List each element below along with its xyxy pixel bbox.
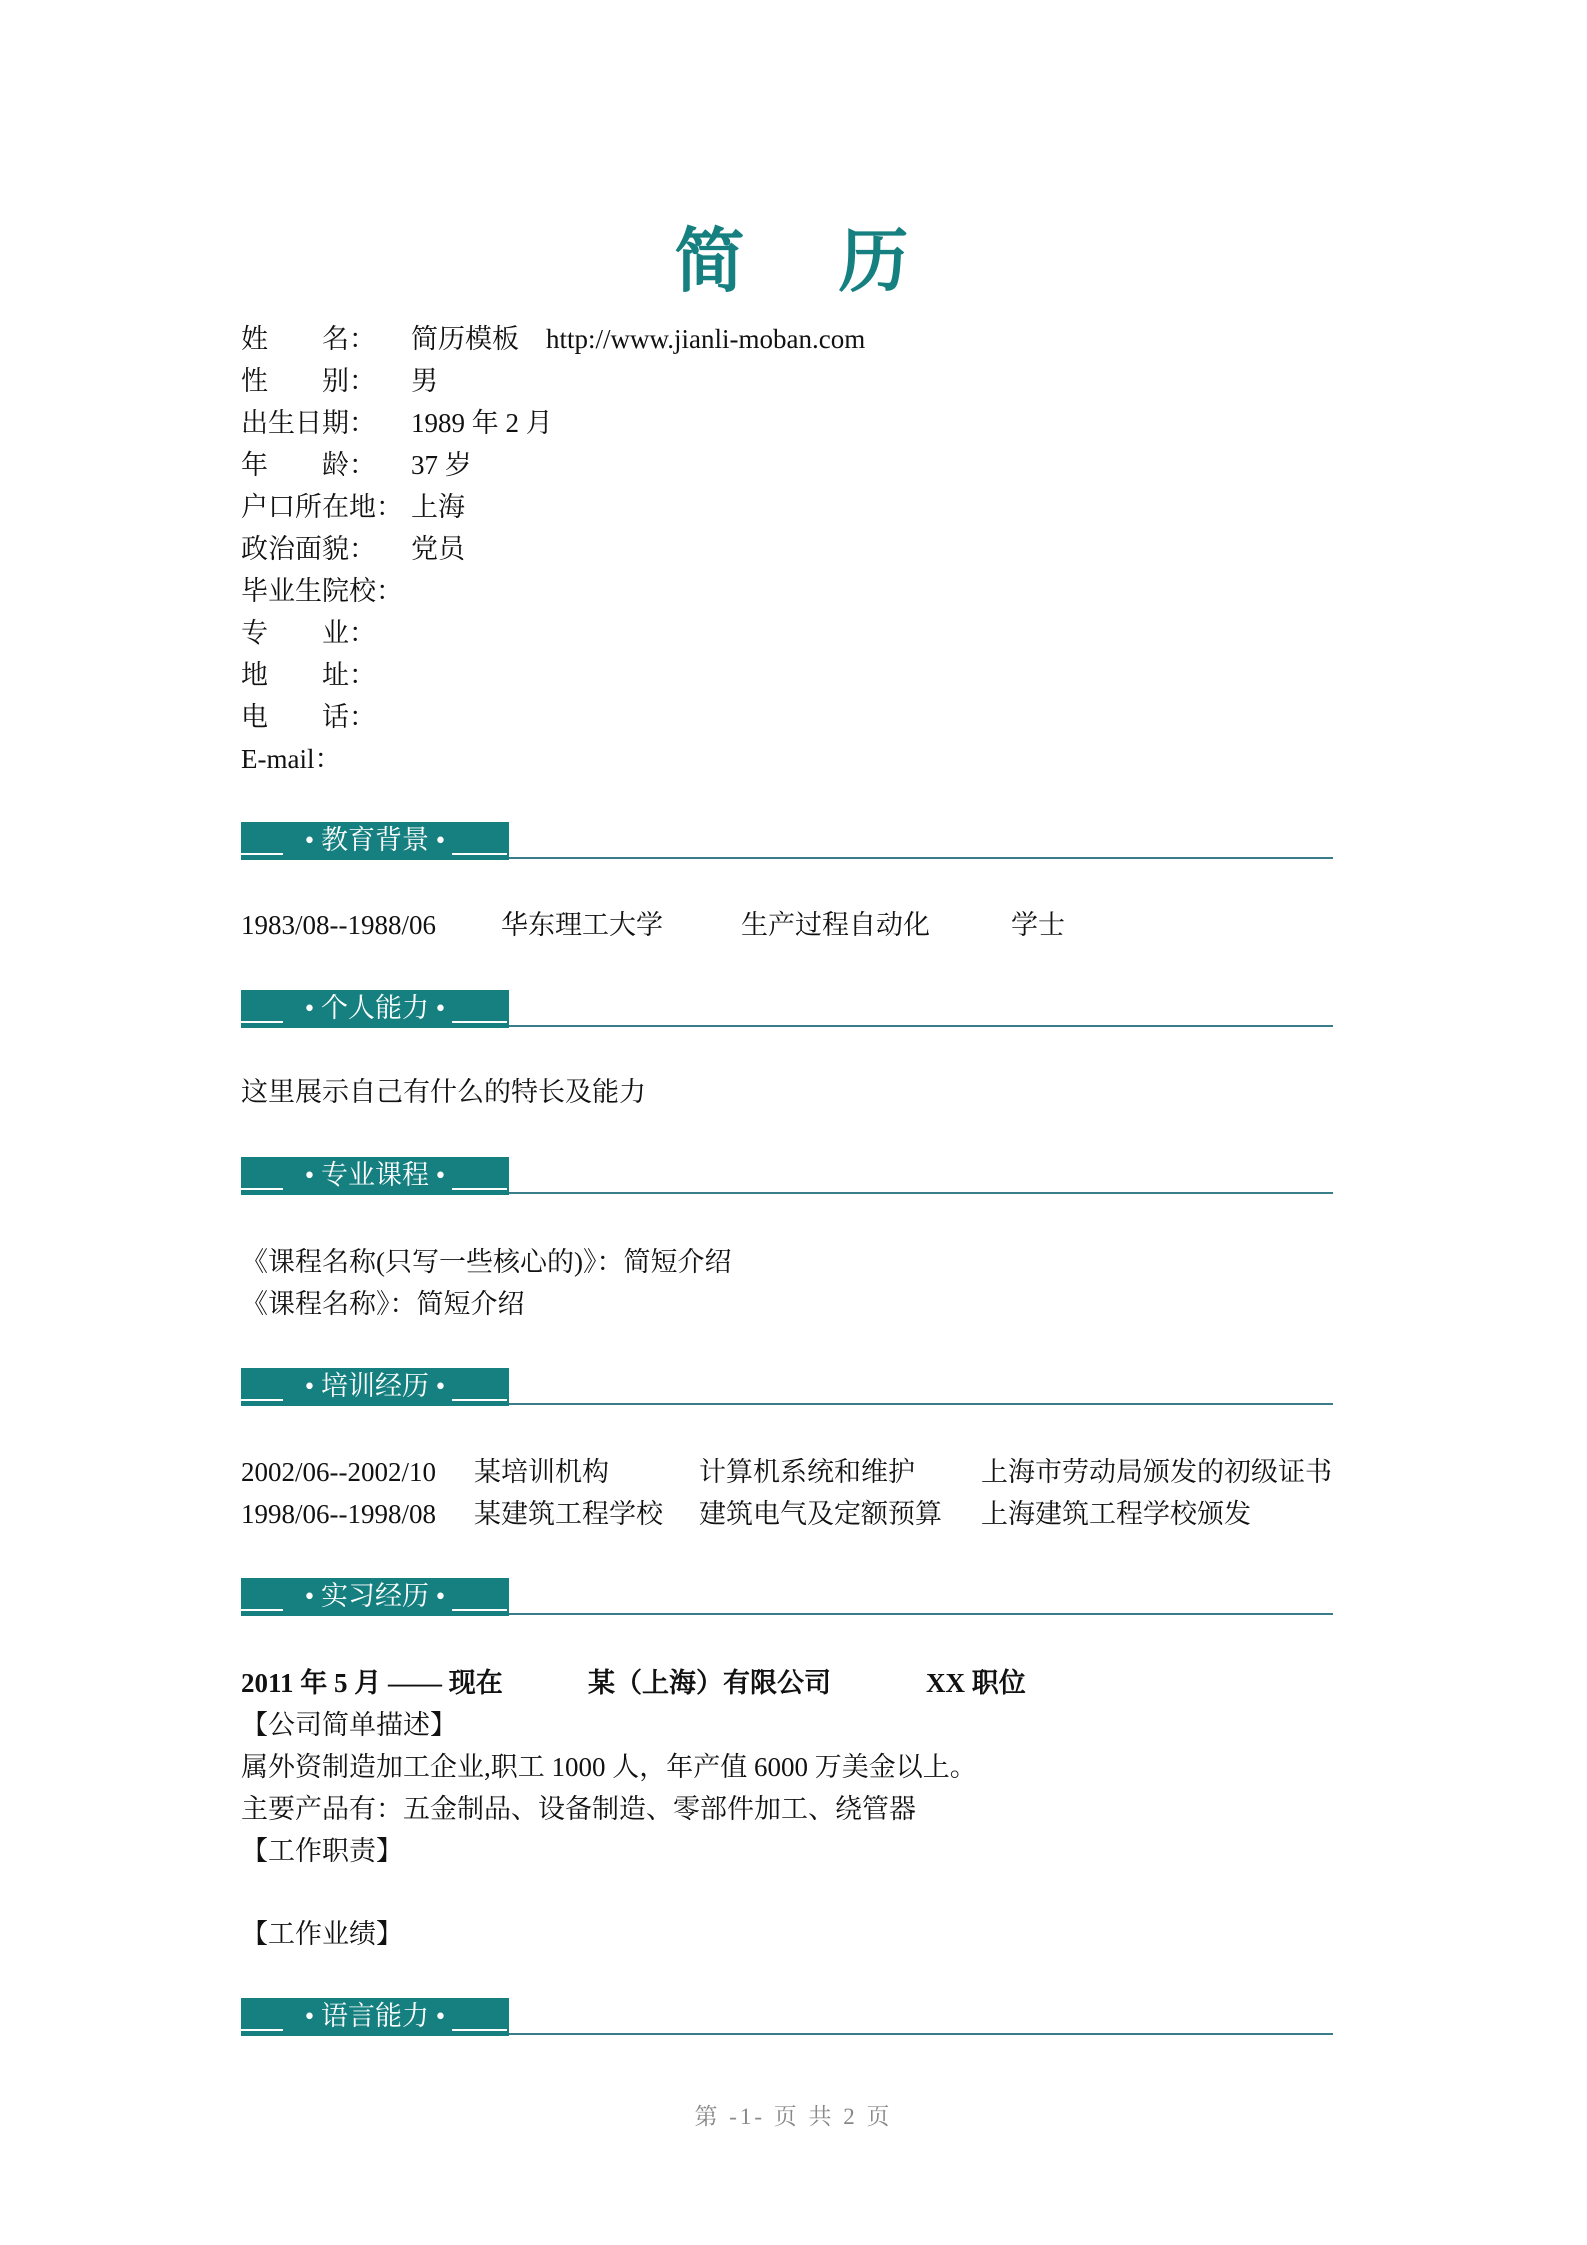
training-course: 建筑电气及定额预算 [699, 1499, 942, 1529]
section-header-languages [241, 1998, 1341, 2038]
training-course: 计算机系统和维护 [699, 1457, 915, 1487]
title-char: 简 [674, 224, 749, 301]
section-rule [509, 1403, 1333, 1405]
section-header-training [241, 1368, 1341, 1408]
personal-info [241, 318, 865, 780]
training-org: 某培训机构 [474, 1457, 609, 1487]
info-row-school [241, 570, 865, 612]
achievements-heading: 【工作业绩】 [241, 1919, 403, 1949]
info-row-gender [241, 360, 865, 402]
info-row-age [241, 444, 865, 486]
info-label: 政治面貌： [241, 534, 376, 564]
course-item: 《课程名称》：简短介绍 [241, 1289, 525, 1319]
info-label: 毕业生院校： [241, 576, 403, 606]
info-value: 上海 [411, 492, 465, 522]
section-title: • 教育背景 • [304, 825, 446, 855]
education-degree: 学士 [1011, 910, 1065, 940]
education-row [241, 904, 1065, 946]
internship-position: XX 职位 [926, 1668, 1026, 1698]
training-cert: 上海市劳动局颁发的初级证书 [981, 1457, 1332, 1487]
section-header-internship [241, 1578, 1341, 1618]
info-row-hukou [241, 486, 865, 528]
info-value: 37 岁 [411, 450, 472, 480]
section-rule [509, 857, 1333, 859]
section-label-box [241, 1157, 509, 1195]
education-major: 生产过程自动化 [741, 910, 930, 940]
info-row-major [241, 612, 865, 654]
info-label: 户口所在地： [241, 492, 403, 522]
section-title: • 语言能力 • [304, 2001, 446, 2031]
internship-company: 某（上海）有限公司 [588, 1668, 831, 1698]
section-rule [509, 1613, 1333, 1615]
course-item: 《课程名称(只写一些核心的)》：简短介绍 [241, 1247, 732, 1277]
training-period: 1998/06--1998/08 [241, 1499, 436, 1529]
info-label: 地 址： [241, 660, 376, 690]
info-row-address [241, 654, 865, 696]
info-row-email [241, 738, 865, 780]
section-label-box [241, 1998, 509, 2036]
section-rule [509, 2033, 1333, 2035]
section-header-abilities [241, 990, 1341, 1030]
info-label: 年 龄： [241, 450, 376, 480]
section-label-box [241, 1578, 509, 1616]
section-rule [509, 1192, 1333, 1194]
info-value: 党员 [411, 534, 465, 564]
info-value: 简历模板 http://www.jianli-moban.com [411, 324, 866, 354]
internship-heading [241, 1662, 1026, 1704]
training-row [241, 1493, 1251, 1535]
page-number: 第 -1- 页 共 2 页 [694, 2104, 893, 2129]
section-header-education [241, 822, 1341, 862]
section-rule [509, 1025, 1333, 1027]
training-period: 2002/06--2002/10 [241, 1457, 436, 1487]
info-row-politics [241, 528, 865, 570]
title-char: 历 [838, 224, 913, 301]
section-header-courses [241, 1157, 1341, 1197]
section-label-box [241, 1368, 509, 1406]
company-desc-line: 属外资制造加工企业,职工 1000 人，年产值 6000 万美金以上。 [241, 1752, 977, 1782]
education-school: 华东理工大学 [501, 910, 663, 940]
info-label: 电 话： [241, 702, 376, 732]
info-label: 姓 名： [241, 324, 376, 354]
section-title: • 个人能力 • [304, 993, 446, 1023]
internship-period: 2011 年 5 月 —— 现在 [241, 1668, 503, 1698]
training-cert: 上海建筑工程学校颁发 [981, 1499, 1251, 1529]
info-label: E-mail： [241, 744, 342, 774]
section-title: • 专业课程 • [304, 1160, 446, 1190]
info-row-birth [241, 402, 865, 444]
training-org: 某建筑工程学校 [474, 1499, 663, 1529]
section-title: • 培训经历 • [304, 1371, 446, 1401]
info-row-phone [241, 696, 865, 738]
company-desc-line: 主要产品有：五金制品、设备制造、零部件加工、绕管器 [241, 1794, 916, 1824]
resume-title [0, 205, 1587, 306]
duties-heading: 【工作职责】 [241, 1836, 403, 1866]
section-label-box [241, 990, 509, 1028]
company-desc-heading: 【公司简单描述】 [241, 1710, 457, 1740]
abilities-text: 这里展示自己有什么的特长及能力 [241, 1077, 646, 1107]
info-value: 1989 年 2 月 [411, 408, 553, 438]
training-row [241, 1451, 1332, 1493]
section-label-box [241, 822, 509, 860]
info-value: 男 [411, 366, 438, 396]
section-title: • 实习经历 • [304, 1581, 446, 1611]
info-label: 出生日期： [241, 408, 376, 438]
info-label: 性 别： [241, 366, 376, 396]
info-row-name [241, 318, 865, 360]
info-label: 专 业： [241, 618, 376, 648]
education-period: 1983/08--1988/06 [241, 910, 436, 940]
